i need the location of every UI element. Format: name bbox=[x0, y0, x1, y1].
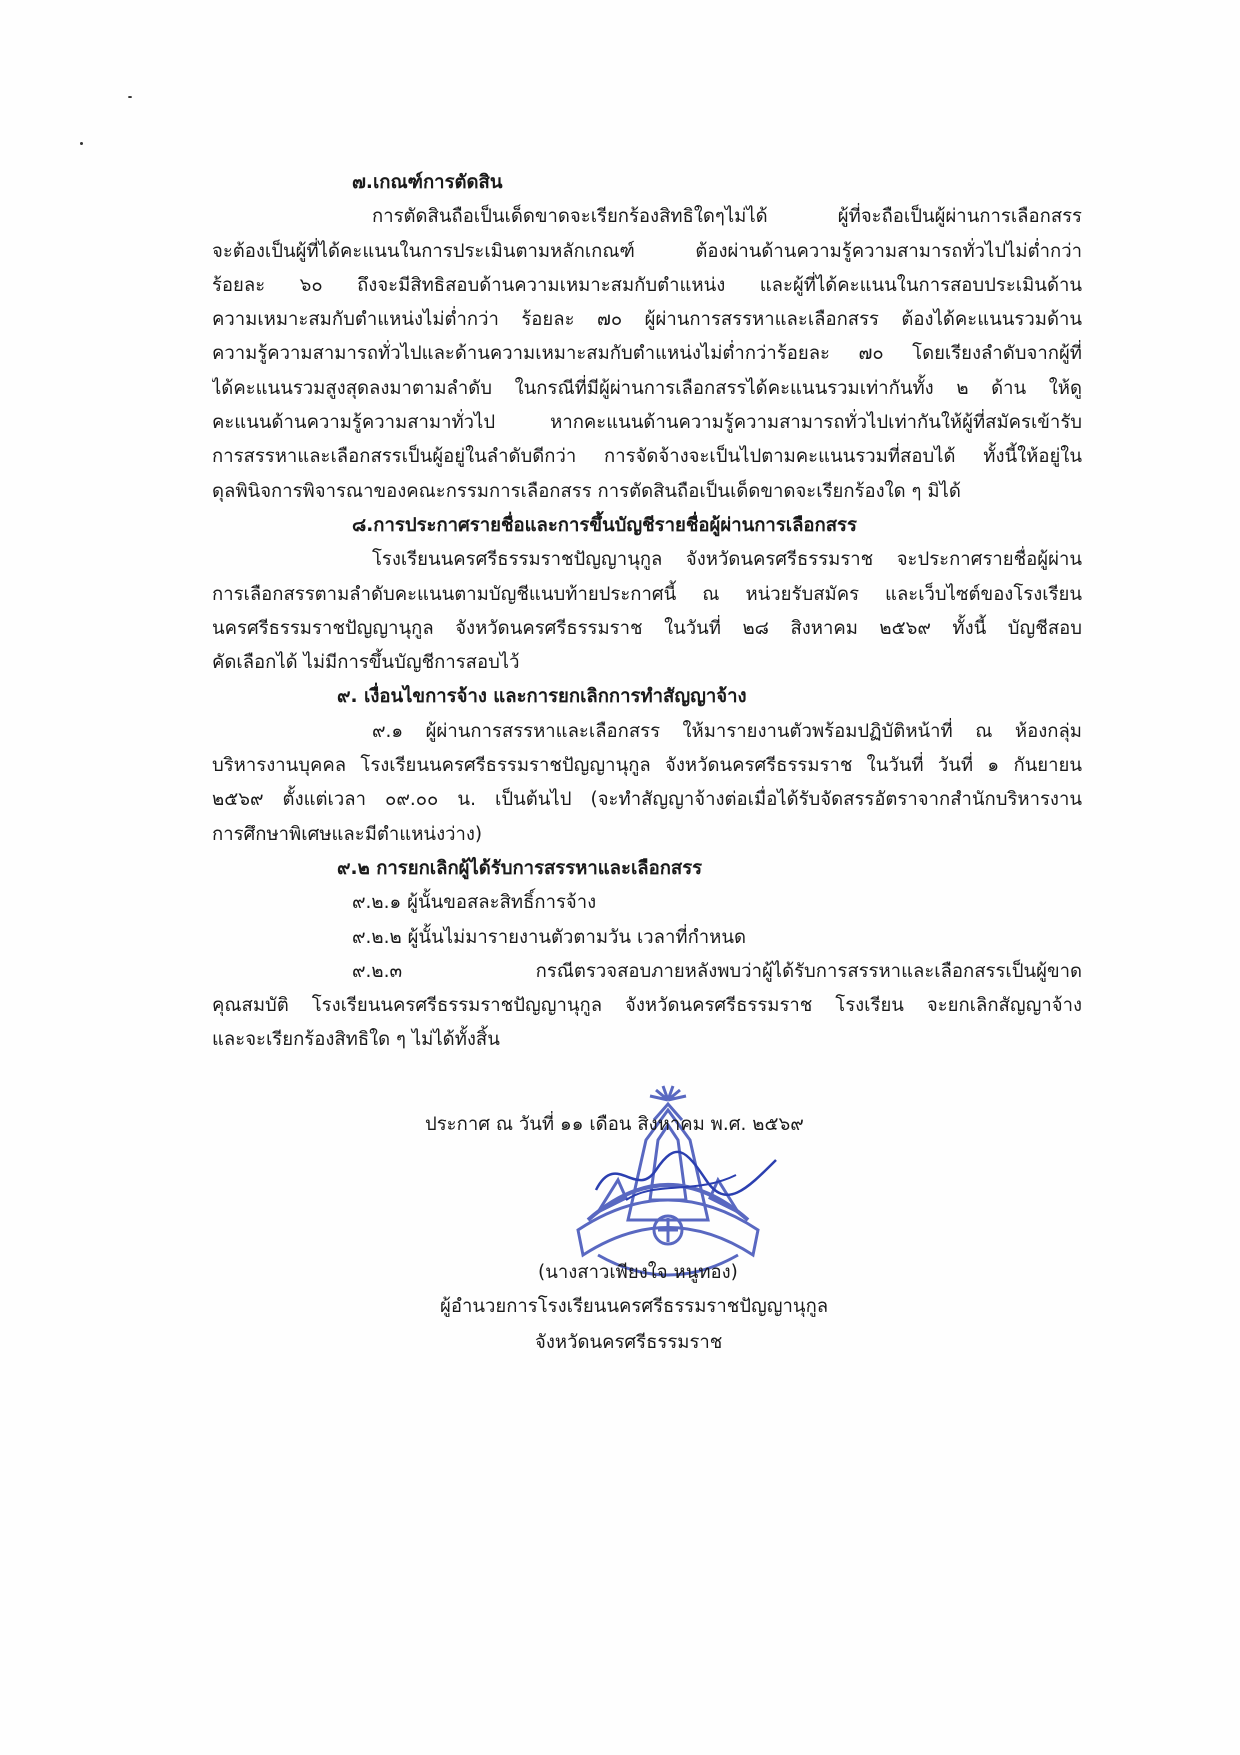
announcement-body bbox=[212, 166, 1082, 1058]
body-text-line: ๙.๒.๓ กรณีตรวจสอบภายหลังพบว่าผู้ได้รับการสรรหาและเลือกสรรเป็นผู้ขาด bbox=[352, 960, 1082, 982]
announcement-date: ประกาศ ณ วันที่ ๑๑ เดือน สิงหาคม พ.ศ. ๒๕๖๙ bbox=[425, 1114, 804, 1135]
body-text-line: จะต้องเป็นผู้ที่ได้คะแนนในการประเมินตามหลักเกณฑ์ ต้องผ่านด้านความรู้ความสามารถทั่วไปไม่ต่ำกว่า bbox=[212, 240, 1082, 262]
body-text-line: ได้คะแนนรวมสูงสุดลงมาตามลำดับ ในกรณีที่มีผู้ผ่านการเลือกสรรได้คะแนนรวมเท่ากันทั้ง ๒ ด้าน ให้ดู bbox=[212, 377, 1082, 399]
body-text-line: คัดเลือกได้ ไม่มีการขึ้นบัญชีการสอบไว้ bbox=[212, 652, 520, 674]
section-heading: ๙.๒ การยกเลิกผู้ได้รับการสรรหาและเลือกสรร bbox=[337, 857, 703, 879]
signatory-name: (นางสาวเพียงใจ หนูทอง) bbox=[538, 1262, 738, 1283]
body-text-line: และจะเรียกร้องสิทธิใด ๆ ไม่ได้ทั้งสิ้น bbox=[212, 1029, 500, 1051]
body-text-line: ร้อยละ ๖๐ ถึงจะมีสิทธิสอบด้านความเหมาะสมกับตำแหน่ง และผู้ที่ได้คะแนนในการสอบประเมินด้าน bbox=[212, 274, 1082, 296]
body-text-line: คะแนนด้านความรู้ความสามาทั่วไป หากคะแนนด้านความรู้ความสามารถทั่วไปเท่ากันให้ผู้ที่สมัครเข้ารับ bbox=[212, 412, 1082, 434]
body-text-line: ความรู้ความสามารถทั่วไปและด้านความเหมาะสมกับตำแหน่งไม่ต่ำกว่าร้อยละ ๗๐ โดยเรียงลำดับจากผู้ที่ bbox=[212, 343, 1082, 365]
body-text-line: นครศรีธรรมราชปัญญานุกูล จังหวัดนครศรีธรรมราช ในวันที่ ๒๘ สิงหาคม ๒๕๖๙ ทั้งนี้ บัญชีสอบ bbox=[212, 617, 1082, 639]
body-text-line: ๒๕๖๙ ตั้งแต่เวลา ๐๙.๐๐ น. เป็นต้นไป (จะทำสัญญาจ้างต่อเมื่อได้รับจัดสรรอัตราจากสำนักบริหารงาน bbox=[212, 789, 1082, 811]
section-heading: ๗.เกณฑ์การตัดสิน bbox=[352, 172, 503, 193]
body-text-line: คุณสมบัติ โรงเรียนนครศรีธรรมราชปัญญานุกูล จังหวัดนครศรีธรรมราช โรงเรียน จะยกเลิกสัญญาจ้าง bbox=[212, 995, 1082, 1017]
body-text-line: ความเหมาะสมกับตำแหน่งไม่ต่ำกว่า ร้อยละ ๗๐ ผู้ผ่านการสรรหาและเลือกสรร ต้องได้คะแนนรวมด้าน bbox=[212, 309, 1082, 331]
body-text-line: การศึกษาพิเศษและมีตำแหน่งว่าง) bbox=[212, 823, 483, 845]
body-text-line: การสรรหาและเลือกสรรเป็นผู้อยู่ในลำดับดีกว่า การจัดจ้างจะเป็นไปตามคะแนนรวมที่สอบได้ ทั้งนี้ให้อยู่ใน bbox=[212, 446, 1082, 468]
body-text-line: ๙.๒.๑ ผู้นั้นขอสละสิทธิ์การจ้าง bbox=[352, 892, 597, 914]
scan-speck bbox=[80, 142, 83, 145]
body-text-line: โรงเรียนนครศรีธรรมราชปัญญานุกูล จังหวัดนครศรีธรรมราช จะประกาศรายชื่อผู้ผ่าน bbox=[372, 549, 1082, 571]
body-text-line: ดุลพินิจการพิจารณาของคณะกรรมการเลือกสรร การตัดสินถือเป็นเด็ดขาดจะเรียกร้องใด ๆ มิได้ bbox=[212, 480, 961, 502]
section-heading: ๙. เงื่อนไขการจ้าง และการยกเลิกการทำสัญญาจ้าง bbox=[337, 686, 747, 708]
body-text-line: การเลือกสรรตามลำดับคะแนนตามบัญชีแนบท้ายประกาศนี้ ณ หน่วยรับสมัคร และเว็บไซต์ของโรงเรียน bbox=[212, 583, 1082, 605]
signatory-title: ผู้อำนวยการโรงเรียนนครศรีธรรมราชปัญญานุกูล bbox=[440, 1296, 829, 1317]
body-text-line: บริหารงานบุคคล โรงเรียนนครศรีธรรมราชปัญญานุกูล จังหวัดนครศรีธรรมราช ในวันที่ วันที่ ๑ กันยายน bbox=[212, 755, 1082, 777]
body-text-line: ๙.๑ ผู้ผ่านการสรรหาและเลือกสรร ให้มารายงานตัวพร้อมปฏิบัติหน้าที่ ณ ห้องกลุ่ม bbox=[372, 720, 1082, 742]
body-text-line: ๙.๒.๒ ผู้นั้นไม่มารายงานตัวตามวัน เวลาที่กำหนด bbox=[352, 926, 747, 948]
body-text-line: การตัดสินถือเป็นเด็ดขาดจะเรียกร้องสิทธิใดๆไม่ได้ ผู้ที่จะถือเป็นผู้ผ่านการเลือกสรร bbox=[372, 206, 1082, 228]
section-heading: ๘.การประกาศรายชื่อและการขึ้นบัญชีรายชื่อผู้ผ่านการเลือกสรร bbox=[352, 514, 857, 536]
signature bbox=[586, 1140, 786, 1210]
scan-speck bbox=[128, 96, 132, 98]
signatory-province: จังหวัดนครศรีธรรมราช bbox=[535, 1332, 723, 1353]
